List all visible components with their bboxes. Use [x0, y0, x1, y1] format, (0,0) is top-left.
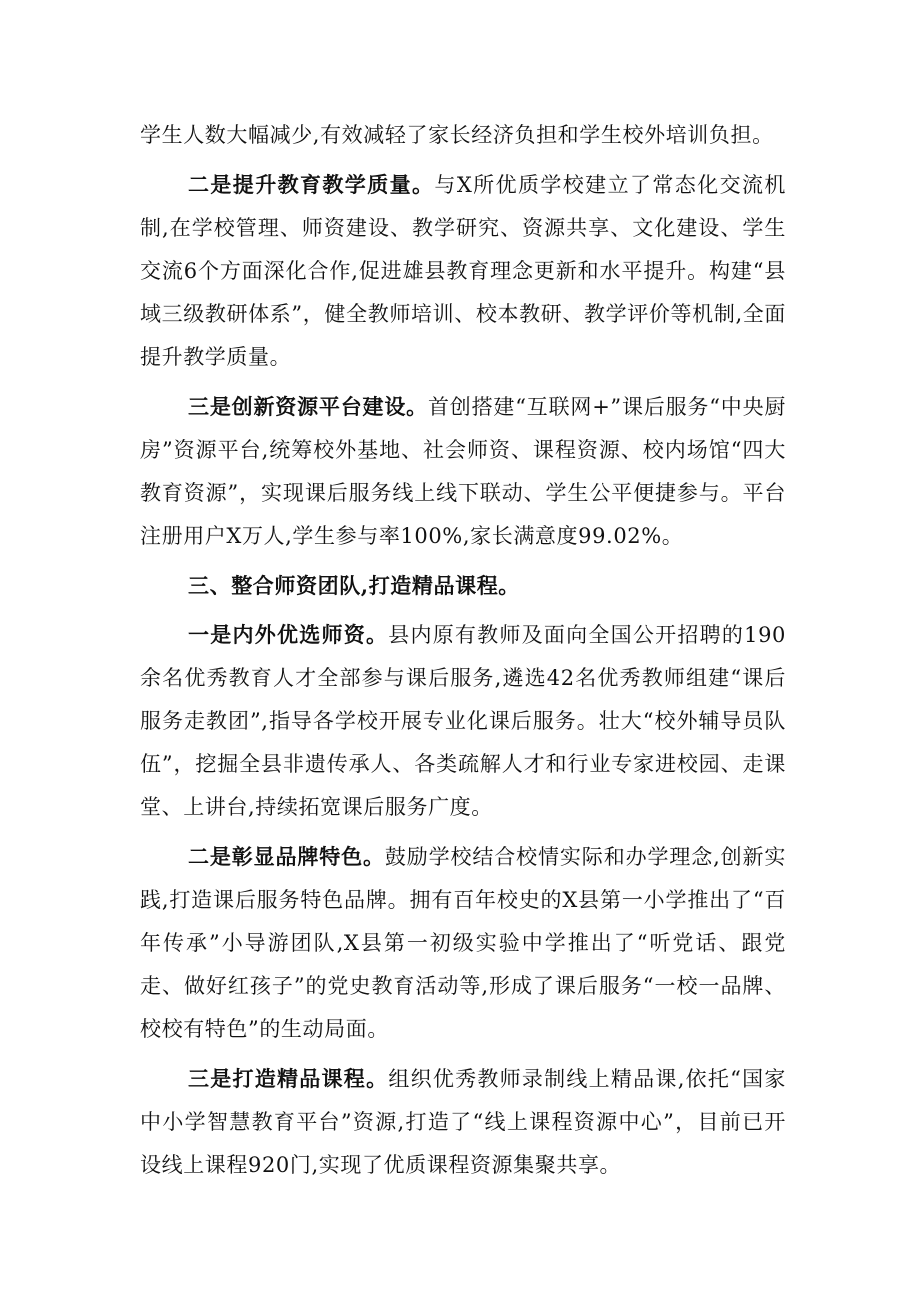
- paragraph-lead: 三是创新资源平台建设。: [188, 394, 428, 419]
- paragraph-body: 学生人数大幅减少,有效减轻了家长经济负担和学生校外培训负担。: [140, 123, 774, 147]
- paragraph-body: 鼓励学校结合校情实际和办学理念,创新实践,打造课后服务特色品牌。拥有百年校史的X县第一小学推出了“百年传承”小导游团队,X县第一初级实验中学推出了“听党话、跟党走、做好红孩子”的党史教育活动等,形成了课后服务“一校一品牌、校校有特色”的生动局面。: [140, 845, 786, 1041]
- paragraph-body: 与X所优质学校建立了常态化交流机制,在学校管理、师资建设、教学研究、资源共享、文化建设、学生交流6个方面深化合作,促进雄县教育理念更新和水平提升。构建“县域三级教研体系”，健全教师培训、校本教研、教学评价等机制,全面提升教学质量。: [140, 173, 786, 369]
- paragraph-resource-platform: [140, 385, 786, 558]
- paragraph-body: 首创搭建“互联网+”课后服务“中央厨房”资源平台,统筹校外基地、社会师资、课程资源、校内场馆“四大教育资源”，实现课后服务线上线下联动、学生公平便捷参与。平台注册用户X万人,学生参与率100%,家长满意度99.02%。: [140, 395, 786, 548]
- document-page: [140, 114, 786, 1193]
- paragraph-select-teachers: [140, 613, 786, 829]
- paragraph-lead: 一是内外优选师资。: [188, 622, 389, 647]
- paragraph-continuation: [140, 114, 786, 157]
- paragraph-lead: 二是提升教育教学质量。: [188, 172, 435, 197]
- paragraph-body: 组织优秀教师录制线上精品课,依托“国家中小学智慧教育平台”资源,打造了“线上课程资源中心”，目前已开设线上课程920门,实现了优质课程资源集聚共享。: [140, 1067, 786, 1177]
- paragraph-lead: 三是打造精品课程。: [188, 1066, 389, 1091]
- paragraph-body: 县内原有教师及面向全国公开招聘的190余名优秀教育人才全部参与课后服务,遴选42名优秀教师组建“课后服务走教团”,指导各学校开展专业化课后服务。壮大“校外辅导员队伍”，挖掘全县非遗传承人、各类疏解人才和行业专家进校园、走课堂、上讲台,持续拓宽课后服务广度。: [140, 623, 786, 819]
- paragraph-improve-quality: [140, 163, 786, 379]
- paragraph-lead: 二是彰显品牌特色。: [188, 844, 385, 869]
- paragraph-brand-features: [140, 835, 786, 1051]
- paragraph-quality-courses: [140, 1057, 786, 1187]
- section-heading: 三、整合师资团队,打造精品课程。: [188, 573, 520, 598]
